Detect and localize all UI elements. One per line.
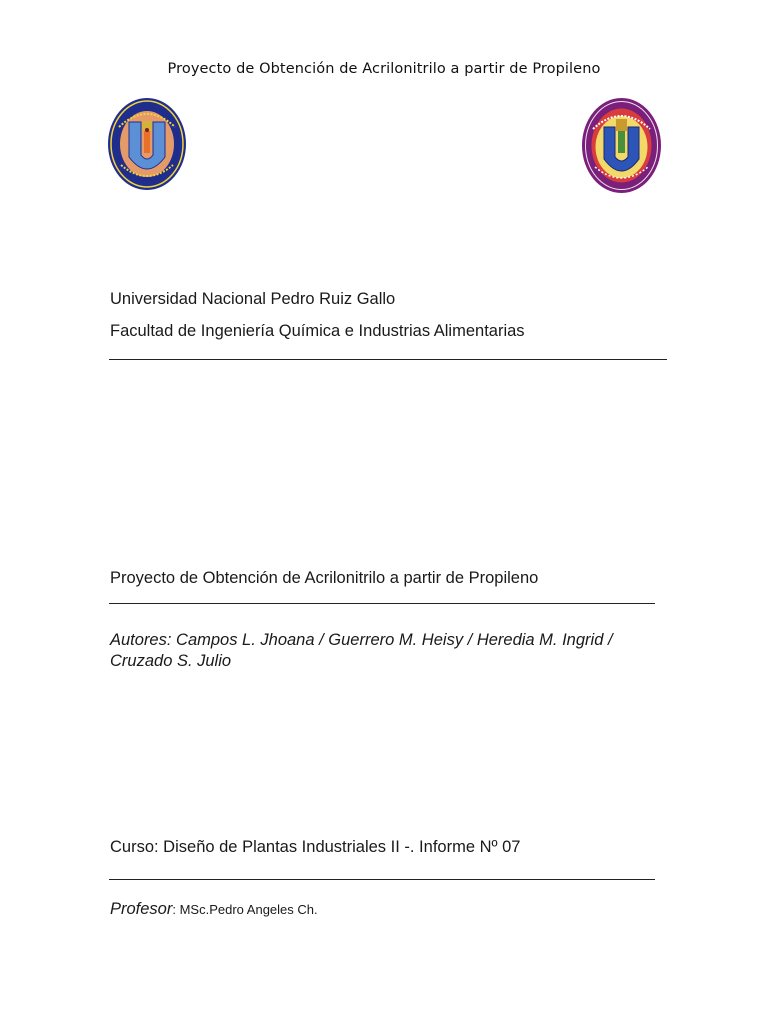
professor-separator: : xyxy=(172,902,176,917)
professor-name: MSc.Pedro Angeles Ch. xyxy=(175,902,318,917)
authors-text: Autores: Campos L. Jhoana / Guerrero M. Heisy / Heredia M. Ingrid / Cruzado S. Julio xyxy=(110,631,613,670)
professor-line xyxy=(110,900,318,919)
divider-line xyxy=(109,603,655,604)
divider-line xyxy=(109,879,655,880)
faculty-name: Facultad de Ingeniería Química e Industrias Alimentarias xyxy=(110,322,525,340)
project-title: Proyecto de Obtención de Acrilonitrilo a partir de Propileno xyxy=(110,569,539,587)
faculty-seal-logo xyxy=(581,97,662,194)
professor-label: Profesor xyxy=(110,900,173,918)
page-header-title: Proyecto de Obtención de Acrilonitrilo a partir de Propileno xyxy=(167,61,601,77)
university-name: Universidad Nacional Pedro Ruiz Gallo xyxy=(110,290,396,308)
divider-line xyxy=(109,359,667,360)
course-text: Curso: Diseño de Plantas Industriales II -. Informe Nº 07 xyxy=(110,838,521,856)
university-seal-logo xyxy=(107,97,187,191)
